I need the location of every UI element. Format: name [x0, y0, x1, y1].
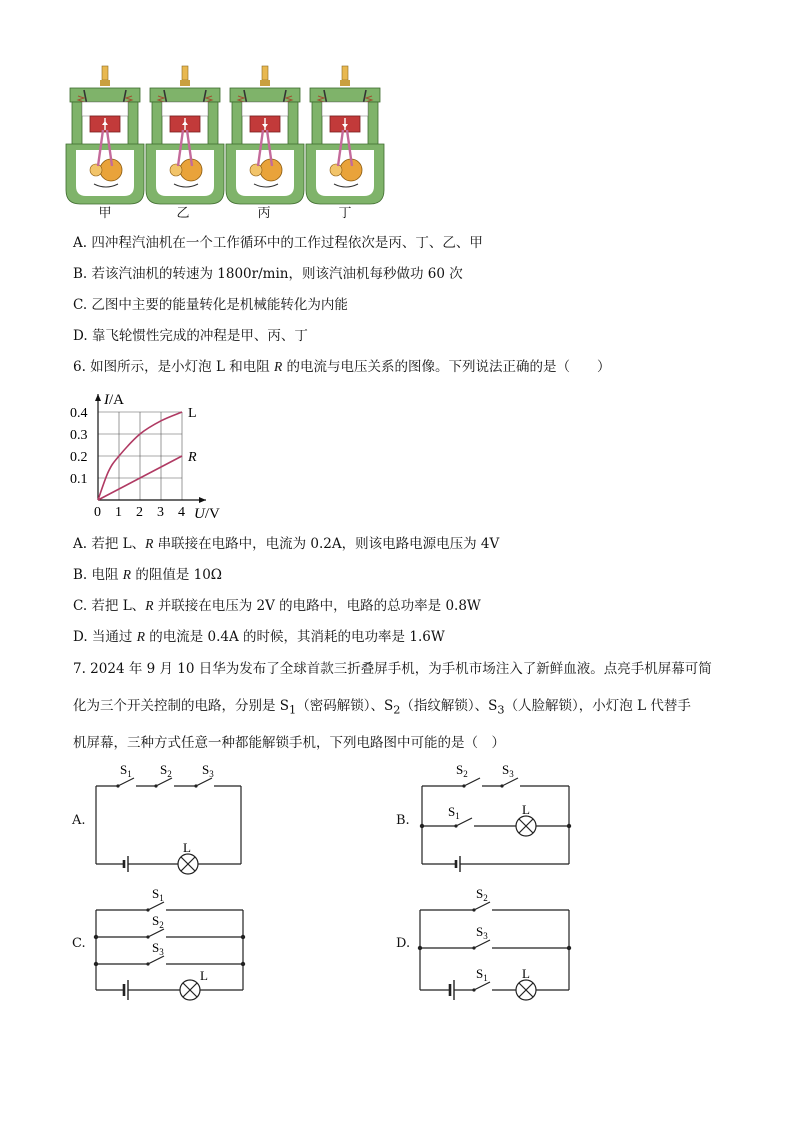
switch-s3-label: $S_3$ [502, 762, 514, 779]
switch-s1-label: $S_1$ [120, 762, 132, 779]
engine-label-yi: 乙 [176, 206, 190, 221]
switch-s1-label: $S_1$ [152, 886, 164, 903]
x-tick-label: 3 [157, 505, 164, 520]
circuit-a [90, 760, 250, 870]
q5-option-b: B. 若该汽油机的转速为 1800r/min，则该汽油机每秒做功 60 次 [73, 266, 463, 282]
lamp-label: L [200, 968, 208, 983]
switch-s2-label: $S_2$ [476, 886, 488, 903]
q5-option-c: C. 乙图中主要的能量转化是机械能转化为内能 [73, 297, 348, 313]
lamp-label: L [183, 840, 191, 855]
y-tick-label: 0.3 [70, 428, 88, 443]
chart-grid [98, 412, 182, 500]
switch-s1-label: $S_1$ [448, 804, 460, 821]
q5-option-a: A. 四冲程汽油机在一个工作循环中的工作过程依次是丙、丁、乙、甲 [73, 235, 483, 251]
switch-s1-label: $S_1$ [476, 966, 488, 983]
circuit-c [88, 880, 252, 1002]
switch-s2-label: $S_2$ [456, 762, 468, 779]
lamp-label: L [522, 802, 530, 817]
engine-label-ding: 丁 [338, 206, 352, 221]
switch-s2-label: $S_2$ [160, 762, 172, 779]
q6-option-c: C. 若把 L、R 并联接在电压为 2V 的电路中，电路的总功率是 0.8W [73, 598, 481, 614]
lamp-label: L [522, 966, 530, 981]
circuit-c-label: C. [72, 936, 86, 951]
circuit-d [412, 880, 578, 1002]
q6-option-d: D. 当通过 R 的电流是 0.4A 的时候，其消耗的电功率是 1.6W [73, 629, 445, 645]
y-axis-arrow [95, 394, 101, 401]
q7-stem-line3: 机屏幕，三种方式任意一种都能解锁手机，下列电路图中可能的是（ ） [73, 735, 505, 751]
series-label-R: R [188, 450, 197, 465]
q6-option-a: A. 若把 L、R 串联接在电路中，电流为 0.2A，则该电路电源电压为 4V [73, 536, 500, 552]
y-tick-label: 0.2 [70, 450, 88, 465]
circuit-a-label: A. [72, 813, 86, 828]
x-tick-label: 1 [115, 505, 122, 520]
iu-chart [66, 384, 220, 524]
switch-s3-label: $S_3$ [152, 940, 164, 957]
x-axis-arrow [199, 497, 206, 503]
chart-y-axis-label: I/A [104, 392, 124, 408]
y-tick-label: 0.4 [70, 406, 88, 421]
x-tick-label: 4 [178, 505, 185, 520]
q7-stem-line2: 化为三个开关控制的电路，分别是 $S_1$（密码解锁）、$S_2$（指纹解锁）、$S_3$（人脸解锁），小灯泡 L 代替手 [73, 698, 691, 717]
x-tick-label: 2 [136, 505, 143, 520]
q6-option-b: B. 电阻 R 的阻值是 10Ω [73, 567, 223, 583]
switch-s2-label: $S_2$ [152, 913, 164, 930]
chart-x-axis-label: U/V [194, 506, 220, 522]
engine-label-bing: 丙 [257, 206, 271, 221]
circuit-b-label: B. [396, 813, 410, 828]
series-label-L: L [188, 406, 197, 421]
q6-stem: 6. 如图所示，是小灯泡 L 和电阻 R 的电流与电压关系的图像。下列说法正确的是（ ） [73, 359, 611, 375]
circuit-d-label: D. [396, 936, 411, 951]
switch-s3-label: $S_3$ [202, 762, 214, 779]
switch-s3-label: $S_3$ [476, 924, 488, 941]
q5-option-d: D. 靠飞轮惯性完成的冲程是甲、丙、丁 [73, 328, 308, 344]
circuit-b [414, 760, 580, 872]
x-tick-label: 0 [94, 505, 101, 520]
q7-stem-line1: 7. 2024 年 9 月 10 日华为发布了全球首款三折叠屏手机，为手机市场注入了新鲜血液。点亮手机屏幕可简 [73, 661, 712, 677]
y-tick-label: 0.1 [70, 472, 88, 487]
engine-label-jia: 甲 [98, 206, 112, 221]
